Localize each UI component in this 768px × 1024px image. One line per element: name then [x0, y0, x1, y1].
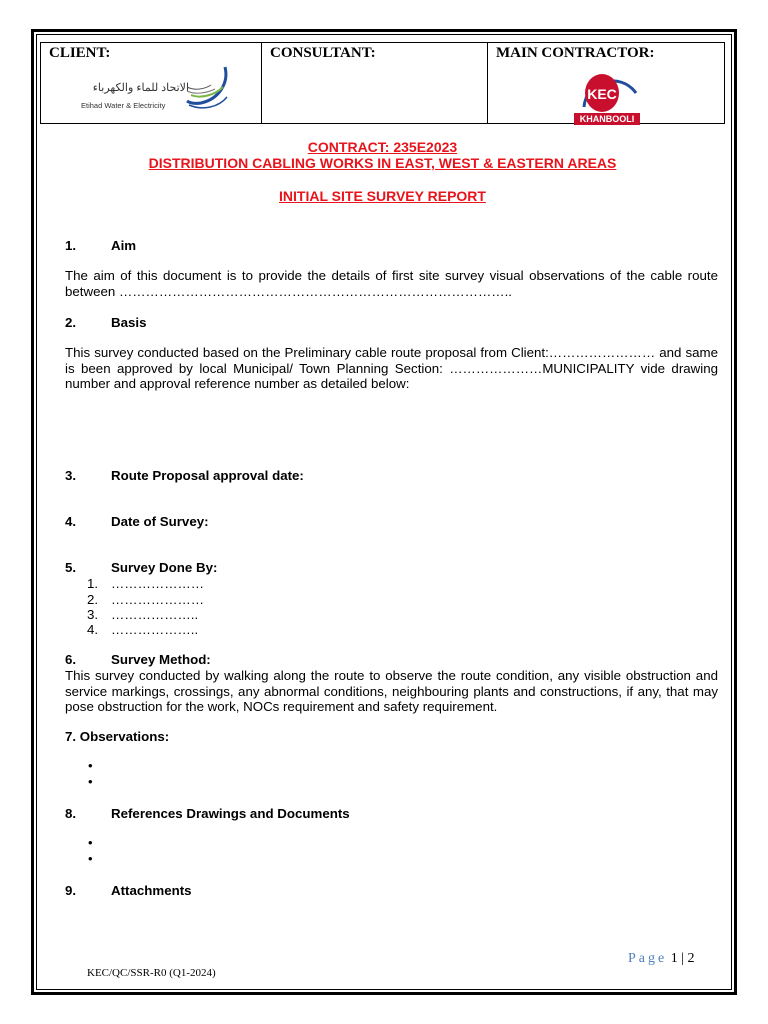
client-label: CLIENT:: [49, 45, 111, 61]
etihad-english-name: Etihad Water & Electricity: [81, 101, 166, 110]
client-cell: [41, 43, 262, 123]
surveyor-2-number: 2.: [87, 592, 99, 607]
section-1-heading: Aim: [111, 238, 137, 253]
section-3-number: 3.: [65, 468, 77, 483]
page-border-inner: [36, 34, 732, 990]
section-2-number: 2.: [65, 315, 77, 330]
section-1-body: The aim of this document is to provide the details of first site survey visual observations of the cable route between ……………………………………………………………………………..: [65, 268, 718, 299]
section-8-number: 8.: [65, 806, 77, 821]
reference-bullet-2: •: [88, 851, 93, 866]
observation-bullet-1: •: [88, 758, 93, 773]
consultant-cell: [262, 43, 488, 123]
etihad-wave-icon: [185, 65, 231, 113]
surveyor-1-value: …………………: [111, 576, 205, 591]
section-6-number: 6.: [65, 652, 77, 667]
page-value: 1 | 2: [670, 951, 695, 966]
surveyor-2-value: …………………: [111, 592, 205, 607]
contract-title: CONTRACT: 235E2023: [307, 139, 458, 155]
kec-initials: KEC: [587, 86, 617, 102]
document-code: KEC/QC/SSR-R0 (Q1-2024): [87, 967, 216, 979]
section-6-body: This survey conducted by walking along the route to observe the route condition, any visible obstruction and service markings, crossings, any abnormal conditions, neighbouring plants and constructions, if any, that may pose obstruction for the work, NOCs requirement and safety requirement.: [65, 668, 718, 714]
contractor-cell: [488, 43, 724, 123]
section-9-number: 9.: [65, 883, 77, 898]
reference-bullet-1: •: [88, 835, 93, 850]
surveyor-3-number: 3.: [87, 607, 99, 622]
surveyor-3-value: ………………..: [111, 607, 199, 622]
section-7-heading: 7. Observations:: [65, 729, 170, 744]
header-table: [40, 42, 725, 124]
section-2-heading: Basis: [111, 315, 147, 330]
section-1-number: 1.: [65, 238, 77, 253]
etihad-logo: [81, 67, 231, 115]
kec-company-name: KHANBOOLI: [574, 113, 640, 125]
surveyor-1-number: 1.: [87, 576, 99, 591]
page-word: Page: [628, 951, 668, 966]
section-4-number: 4.: [65, 514, 77, 529]
section-6-heading: Survey Method:: [111, 652, 211, 667]
report-title: INITIAL SITE SURVEY REPORT: [279, 188, 486, 204]
surveyor-4-value: ………………..: [111, 622, 199, 637]
section-5-number: 5.: [65, 560, 77, 575]
section-2-body: This survey conducted based on the Preliminary cable route proposal from Client:…………………… and same is been approved by local Municipal/ Town Planning Section: …………………MUNICIPALITY vide drawing number and approval reference number as detailed below:: [65, 345, 718, 391]
kec-emblem-icon: [580, 71, 638, 115]
section-5-heading: Survey Done By:: [111, 560, 218, 575]
kec-logo: [572, 71, 642, 123]
section-8-heading: References Drawings and Documents: [111, 806, 350, 821]
section-3-heading: Route Proposal approval date:: [111, 468, 304, 483]
consultant-label: CONSULTANT:: [270, 45, 376, 61]
contractor-label: MAIN CONTRACTOR:: [496, 45, 655, 61]
observation-bullet-2: •: [88, 774, 93, 789]
page-number: [628, 951, 695, 967]
etihad-arabic-name: الاتحاد للماء والكهرباء: [92, 82, 189, 94]
section-4-heading: Date of Survey:: [111, 514, 209, 529]
works-title: DISTRIBUTION CABLING WORKS IN EAST, WEST & EASTERN AREAS: [148, 155, 617, 171]
surveyor-4-number: 4.: [87, 622, 99, 637]
section-9-heading: Attachments: [111, 883, 192, 898]
